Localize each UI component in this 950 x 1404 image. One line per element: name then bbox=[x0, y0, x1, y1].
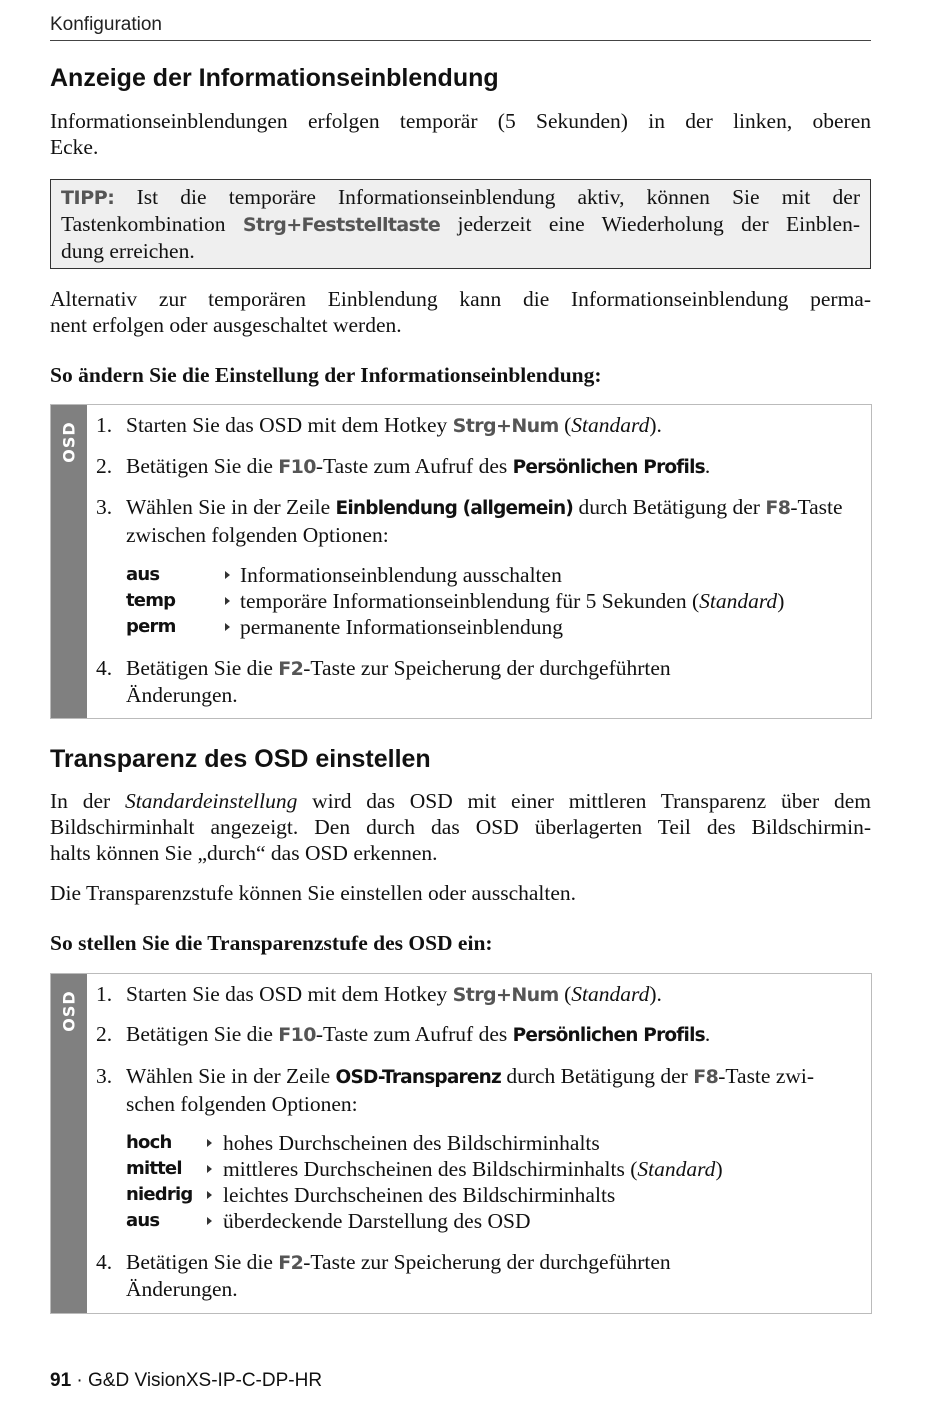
osd-label: OSD bbox=[59, 990, 79, 1032]
osd-sidebar bbox=[51, 405, 87, 718]
triangle-right-icon bbox=[225, 597, 230, 605]
section-heading-infoeinblendung: Anzeige der Informationseinblendung bbox=[50, 64, 499, 92]
section-heading-transparenz: Transparenz des OSD einstellen bbox=[50, 745, 431, 773]
procedure-heading: So stellen Sie die Transparenzstufe des OSD ein: bbox=[50, 931, 493, 955]
key-label: F8 bbox=[693, 1066, 719, 1088]
osd-sidebar bbox=[51, 974, 87, 1313]
tip-box: TIPP: Ist die temporäre Informationseinblendung aktiv, können Sie mit der Tastenkombination Strg+Feststelltaste jederzeit eine Wiederholung der Einblen- dung erreichen. bbox=[50, 179, 871, 269]
hotkey-label: Strg+Feststelltaste bbox=[242, 214, 441, 236]
triangle-right-icon bbox=[207, 1191, 212, 1199]
menu-name: Einblendung (allgemein) bbox=[335, 498, 574, 519]
osd-procedure-box: OSD 1. Starten Sie das OSD mit dem Hotkey Strg+Num (Standard). 2. Betätigen Sie die F10-Taste zum Aufruf des Persönlichen Profils. 3. Wählen Sie in der Zeile Einblendung (allgemein) durch Betätigung der F8-Taste zwischen folgenden Optionen: aus Informationseinblendung ausschalten temp temporäre Informationseinblendung für 5 Sekunden (Standard) perm permanente Informationseinblendung 4. Betätigen Sie die F2-Taste zur Speicherung der durchgeführten Änderungen. bbox=[50, 404, 872, 719]
footer-separator: · bbox=[76, 1370, 83, 1391]
alternative-paragraph: Alternativ zur temporären Einblendung kann die Informationseinblendung perma- nent erfolgen oder ausgeschaltet werden. bbox=[50, 287, 871, 337]
osd-procedure-box: OSD 1. Starten Sie das OSD mit dem Hotkey Strg+Num (Standard). 2. Betätigen Sie die F10-Taste zum Aufruf des Persönlichen Profils. 3. Wählen Sie in der Zeile OSD-Transparenz durch Betätigung der F8-Taste zwi- schen folgenden Optionen: hoch hohes Durchscheinen des Bildschirminhalts mittel mittleres Durchscheinen des Bildschirminhalts (Standard) niedrig leichtes Durchscheinen des Bildschirminhalts aus überdeckende Darstellung des OSD 4. Betätigen Sie die F2-Taste zur Speicherung der durchgeführten Änderungen. bbox=[50, 973, 872, 1314]
page-footer bbox=[50, 1370, 322, 1392]
triangle-right-icon bbox=[207, 1139, 212, 1147]
menu-name: OSD-Transparenz bbox=[335, 1067, 501, 1088]
triangle-right-icon bbox=[207, 1165, 212, 1173]
key-label: F2 bbox=[278, 658, 304, 680]
page-number: 91 bbox=[50, 1370, 72, 1391]
key-label: F8 bbox=[765, 497, 791, 519]
transparency-intro-paragraph: In der Standardeinstellung wird das OSD mit einer mittleren Transparenz über dem Bildschirminhalt angezeigt. Den durch das OSD überlagerten Teil des Bildschirmin- halts können Sie „durch“ das OSD erkennen. bbox=[50, 789, 871, 865]
key-label: F10 bbox=[278, 456, 316, 478]
hotkey-label: Strg+Num bbox=[452, 415, 559, 437]
menu-name: Persönlichen Profils bbox=[512, 457, 705, 478]
tip-label: TIPP: bbox=[61, 187, 115, 209]
key-label: F10 bbox=[278, 1024, 316, 1046]
triangle-right-icon bbox=[225, 623, 230, 631]
triangle-right-icon bbox=[225, 571, 230, 579]
procedure-heading: So ändern Sie die Einstellung der Informationseinblendung: bbox=[50, 363, 602, 387]
triangle-right-icon bbox=[207, 1217, 212, 1225]
hotkey-label: Strg+Num bbox=[452, 984, 559, 1006]
menu-name: Persönlichen Profils bbox=[512, 1025, 705, 1046]
key-label: F2 bbox=[278, 1252, 304, 1274]
intro-paragraph: Informationseinblendungen erfolgen temporär (5 Sekunden) in der linken, oberen Ecke. bbox=[50, 109, 871, 159]
product-name: G&D VisionXS-IP-C-DP-HR bbox=[88, 1370, 323, 1391]
running-header: Konfiguration bbox=[50, 14, 871, 41]
osd-label: OSD bbox=[59, 421, 79, 463]
transparency-paragraph: Die Transparenzstufe können Sie einstellen oder ausschalten. bbox=[50, 881, 577, 905]
